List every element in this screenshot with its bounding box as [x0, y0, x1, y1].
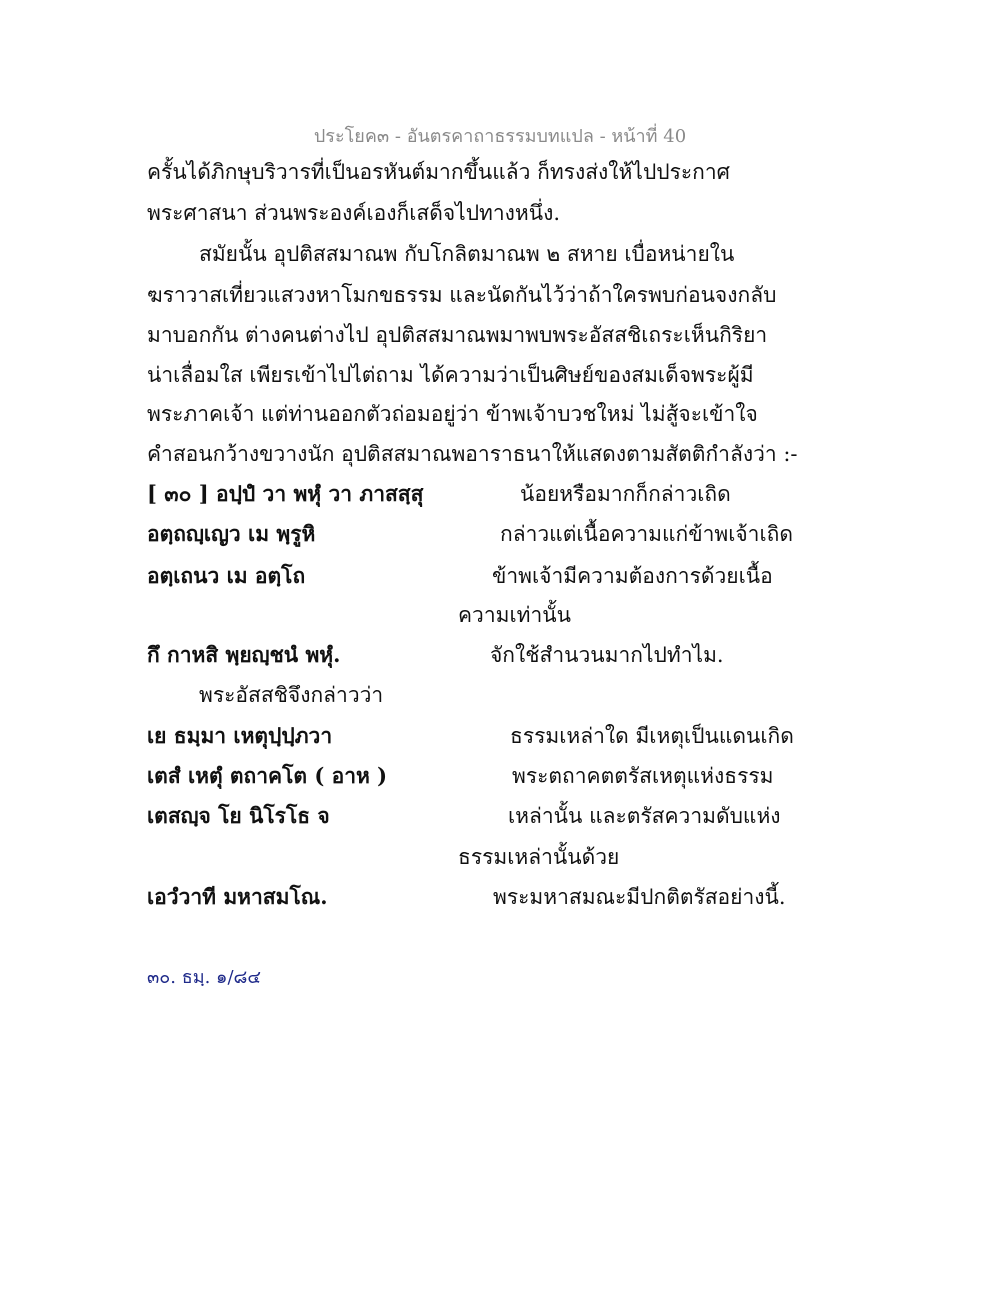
- paragraph-line: ฆราวาสเที่ยวแสวงหาโมกขธรรม และนัดกันไว้ว่าถ้าใครพบก่อนจงกลับ: [147, 283, 777, 307]
- paragraph-line: ครั้นได้ภิกษุบริวารที่เป็นอรหันต์มากขึ้นแล้ว ก็ทรงส่งให้ไปประกาศ: [147, 160, 730, 184]
- verse-pali-line: กึ กาหสิ พฺยญฺชนํ พหุํ.: [147, 642, 341, 667]
- paragraph-line: น่าเลื่อมใส เพียรเข้าไปไต่ถาม ได้ความว่าเป็นศิษย์ของสมเด็จพระผู้มี: [147, 363, 754, 387]
- interlude-text: พระอัสสชิจึงกล่าวว่า: [199, 683, 384, 707]
- verse-thai-line: ธรรมเหล่าใด มีเหตุเป็นแดนเกิด: [510, 724, 794, 748]
- verse-thai-line: ข้าพเจ้ามีความต้องการด้วยเนื้อ: [492, 564, 773, 588]
- verse-thai-line: เหล่านั้น และตรัสความดับแห่ง: [508, 804, 781, 828]
- paragraph-line: คำสอนกว้างขวางนัก อุปติสสมาณพอาราธนาให้แสดงตามสัตติกำลังว่า :-: [147, 442, 798, 466]
- verse-pali-line: เตสญฺจ โย นิโรโธ จ: [147, 803, 330, 828]
- page-header: ประโยค๓ - อันตรคาถาธรรมบทแปล - หน้าที่ 40: [313, 126, 687, 147]
- paragraph-line: พระศาสนา ส่วนพระองค์เองก็เสด็จไปทางหนึ่ง.: [147, 201, 561, 225]
- verse-pali-line: เอวํวาที มหาสมโณ.: [147, 884, 328, 909]
- paragraph-line: สมัยนั้น อุปติสสมาณพ กับโกลิตมาณพ ๒ สหาย เบื่อหน่ายใน: [199, 242, 735, 266]
- footnote: ๓๐. ธมฺ. ๑/๘๔: [147, 967, 262, 988]
- verse-thai-line: กล่าวแต่เนื้อความแก่ข้าพเจ้าเถิด: [500, 522, 794, 546]
- verse-pali-line: เย ธมฺมา เหตุปฺปฺภวา: [147, 723, 333, 748]
- verse-thai-continuation: ธรรมเหล่านั้นด้วย: [458, 845, 620, 869]
- verse-thai-line: พระมหาสมณะมีปกติตรัสอย่างนี้.: [493, 885, 786, 909]
- verse-pali-line: อตฺเถนว เม อตฺโถ: [147, 563, 306, 588]
- verse-thai-line: จักใช้สำนวนมากไปทำไม.: [490, 643, 724, 667]
- paragraph-line: พระภาคเจ้า แต่ท่านออกตัวถ่อมอยู่ว่า ข้าพเจ้าบวชใหม่ ไม่สู้จะเข้าใจ: [147, 402, 758, 426]
- verse-pali-line: [ ๓๐ ] อปฺปํ วา พหุํ วา ภาสสฺสุ: [147, 481, 424, 506]
- verse-thai-line: พระตถาคตตรัสเหตุแห่งธรรม: [512, 764, 774, 788]
- verse-thai-continuation: ความเท่านั้น: [458, 603, 571, 627]
- paragraph-line: มาบอกกัน ต่างคนต่างไป อุปติสสมาณพมาพบพระอัสสชิเถระเห็นกิริยา: [147, 323, 768, 347]
- verse-pali-line: อตฺถญฺเญว เม พฺรูหิ: [147, 521, 316, 546]
- verse-pali-line: เตสํ เหตุํ ตถาคโต ( อาห ): [147, 763, 388, 788]
- verse-thai-line: น้อยหรือมากก็กล่าวเถิด: [520, 482, 731, 506]
